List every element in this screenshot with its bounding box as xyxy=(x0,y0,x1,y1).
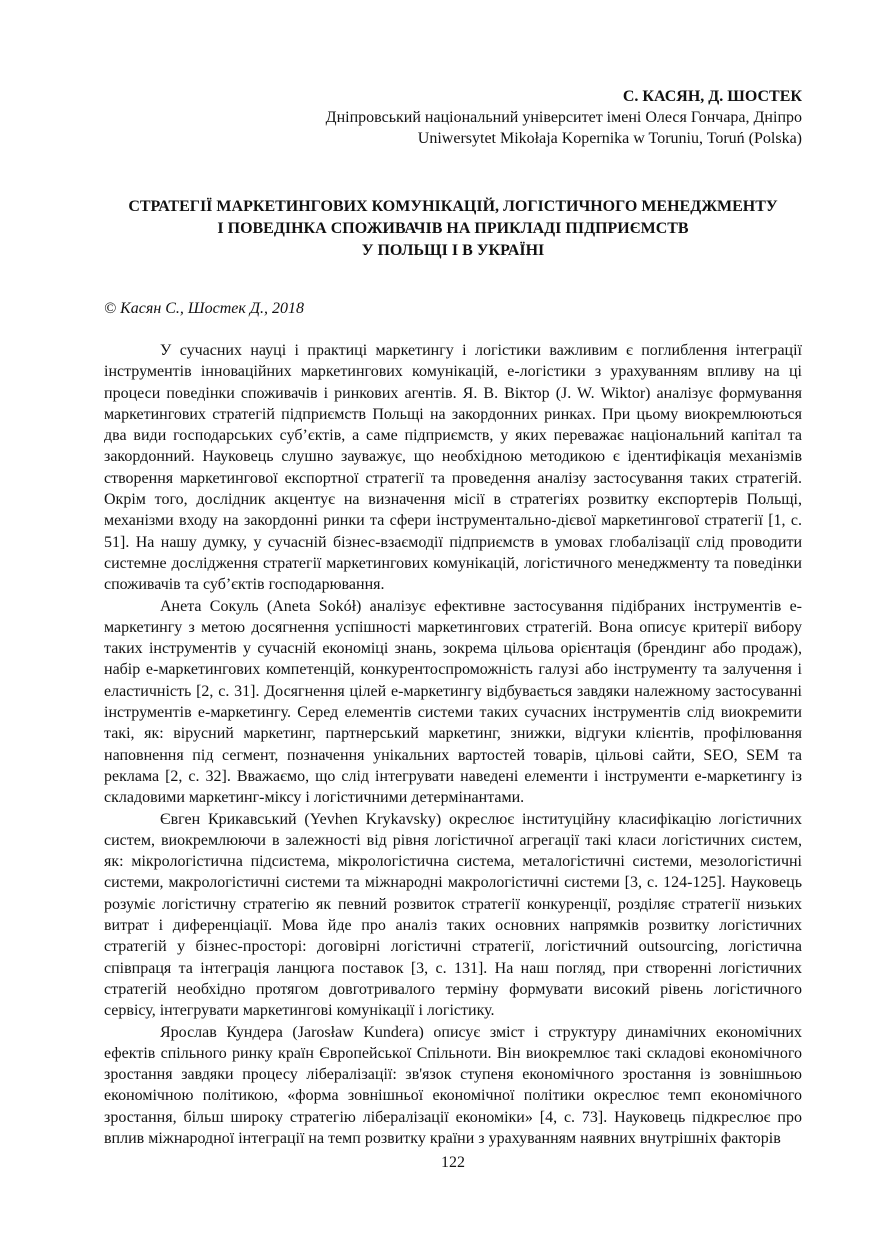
title-line-1: СТРАТЕГІЇ МАРКЕТИНГОВИХ КОМУНІКАЦІЙ, ЛОГІСТИЧНОГО МЕНЕДЖМЕНТУ xyxy=(128,198,778,215)
paper-page xyxy=(104,0,802,1240)
title-line-2: І ПОВЕДІНКА СПОЖИВАЧІВ НА ПРИКЛАДІ ПІДПРИЄМСТВ xyxy=(217,220,689,237)
paragraph-3: Євген Крикавський (Yevhen Krykavsky) окреслює інституційну класифікацію логістичних систем, виокремлюючи в залежності від рівня логістичної агрегації такі класи логістичних систем, як: мікрологістична підсистема, мікрологістична система, металогістичні системи, мезологістичні системи, макрологістичні системи та міжнародні макрологістичні системи [3, с. 124-125]. Науковець розуміє логістичну стратегію як певний розвиток стратегії конкуренції, розділяє стратегії низьких витрат і диференціації. Мова йде про аналіз таких основних напрямків розвитку логістичних стратегій у бізнес-просторі: договірні логістичні стратегії, логістичний outsourcing, логістична співпраця та інтеграція ланцюга поставок [3, с. 131]. На наш погляд, при створенні логістичних стратегій необхідно протягом довготривалого терміну формувати високий рівень логістичного сервісу, інтегрувати маркетингові комунікації і логістику. xyxy=(104,810,802,1020)
author-block xyxy=(326,86,802,149)
affiliation-2: Uniwersytet Mikołaja Kopernika w Toruniu, Toruń (Polska) xyxy=(417,130,802,147)
paper-title xyxy=(104,196,802,262)
copyright-line: © Касян С., Шостек Д., 2018 xyxy=(104,300,305,317)
author-names: С. КАСЯН, Д. ШОСТЕК xyxy=(622,88,802,105)
paragraph-1: У сучасних науці і практиці маркетингу і логістики важливим є поглиблення інтеграції інструментів інноваційних маркетингових комунікацій, е-логістики з урахуванням впливу на ці процеси поведінки споживачів і ринкових агентів. Я. В. Віктор (J. W. Wiktor) аналізує формування маркетингових стратегій підприємств Польщі на закордонних ринках. При цьому виокремлюються два види господарських суб’єктів, а саме підприємств, у яких переважає національний капітал та закордонний. Науковець слушно зауважує, що необхідною методикою є ідентифікація механізмів створення маркетингової експортної стратегії та проведення аналізу застосування таких стратегій. Окрім того, дослідник акцентує на визначення місії в стратегіях розвитку експортерів Польщі, механізми входу на закордонні ринки та сфери інструментально-дієвої маркетингової стратегії [1, с. 51]. На нашу думку, у сучасній бізнес-взаємодії підприємств в умовах глобалізації слід проводити системне дослідження стратегії маркетингових комунікацій, логістичного менеджменту та поведінки споживачів та суб’єктів господарювання. xyxy=(104,342,802,594)
page-number: 122 xyxy=(441,1154,465,1171)
title-line-3: У ПОЛЬЩІ І В УКРАЇНІ xyxy=(361,242,545,259)
paragraph-4: Ярослав Кундера (Jarosław Kundera) описує зміст і структуру динамічних економічних ефектів спільного ринку країн Європейської Спільноти. Він виокремлює такі складові економічного зростання завдяки процесу лібералізації: зв'язок ступеня економічного зростання із зовнішньою економічною політикою, «форма зовнішньої економічної політики окреслює темп економічного зростання, більш широку стратегію лібералізації економіки» [4, с. 73]. Науковець підкреслює про вплив міжнародної інтеграції на темп розвитку країни з урахуванням наявних внутрішніх факторів xyxy=(104,1023,802,1147)
affiliation-1: Дніпровський національний університет імені Олеся Гончара, Дніпро xyxy=(325,109,802,126)
body-text xyxy=(104,340,802,1149)
paragraph-2: Анета Сокуль (Aneta Sokół) аналізує ефективне застосування підібраних інструментів е-маркетингу з метою досягнення успішності маркетингових стратегій. Вона описує критерії вибору таких інструментів у сучасній економіці знань, зокрема цільова орієнтація (брендинг або продаж), набір е-маркетингових компетенцій, конкурентоспроможність галузі або інструменту та залучення і еластичність [2, с. 31]. Досягнення цілей е-маркетингу відбувається завдяки належному застосуванні інструментів е-маркетингу. Серед елементів системи таких сучасних інструментів слід виокремити такі, як: вірусний маркетинг, партнерський маркетинг, знижки, відгуки клієнтів, профілювання наповнення під сегмент, позначення унікальних вартостей товарів, цільові сайти, SEO, SEM та реклама [2, с. 32]. Вважаємо, що слід інтегрувати наведені елементи і інструменти е-маркетингу із складовими маркетинг-міксу і логістичними детермінантами. xyxy=(104,597,802,807)
